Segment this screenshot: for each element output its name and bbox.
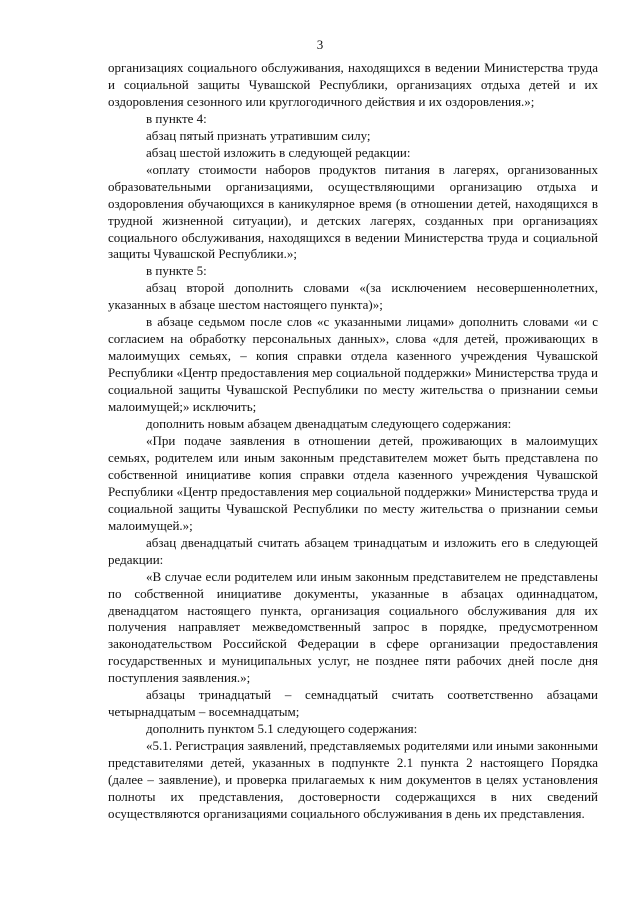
paragraph: дополнить пунктом 5.1 следующего содержания: <box>146 721 418 737</box>
paragraph: абзац пятый признать утратившим силу; <box>146 127 371 143</box>
document-body <box>108 60 598 823</box>
paragraph: «В случае если родителем или иным законным представителем не представлены по собственной инициативе документы, указанные в абзацах одиннадцатом, двенадцатом настоящего пункта, организация социального обслуживания для их получения направляет межведомственный запрос в порядке, предусмотренном законодательством Российской Федерации в сфере организации предоставления государственных и муниципальных услуг, не позднее пяти рабочих дней после дня поступления заявления.»; <box>108 568 598 686</box>
paragraph: организациях социального обслуживания, находящихся в ведении Министерства труда и социальной защиты Чувашской Республики, организациях отдыха детей и их оздоровления сезонного или круглогодичного действия и их оздоровления.»; <box>108 60 598 109</box>
paragraph: «При подаче заявления в отношении детей, проживающих в малоимущих семьях, родителем или иным законным представителем может быть представлена по собственной инициативе копия справки отдела казенного учреждения Чувашской Республики «Центр предоставления мер социальной поддержки» Министерства труда и социальной защиты Чувашской Республики по месту жительства о признании семьи малоимущей.»; <box>108 432 598 533</box>
paragraph: в пункте 5: <box>146 263 207 279</box>
paragraph: абзац второй дополнить словами «(за исключением несовершеннолетних, указанных в абзаце шестом настоящего пункта)»; <box>108 280 598 313</box>
paragraph: абзац двенадцатый считать абзацем тринадцатым и изложить его в следующей редакции: <box>108 534 598 567</box>
paragraph: дополнить новым абзацем двенадцатым следующего содержания: <box>146 416 512 432</box>
page-number: 3 <box>316 37 324 52</box>
paragraph: в абзаце седьмом после слов «с указанными лицами» дополнить словами «и с согласием на обработку персональных данных», слова «для детей, проживающих в малоимущих семьях, – копия справки отдела казенного учреждения Чувашской Республики «Центр предоставления мер социальной поддержки» Министерства труда и социальной защиты Чувашской Республики по месту жительства о признании семьи малоимущей;» исключить; <box>108 314 598 415</box>
paragraph: «5.1. Регистрация заявлений, представляемых родителями или иными законными представителями детей, указанных в подпункте 2.1 пункта 2 настоящего Порядка (далее – заявление), и проверка прилагаемых к ним документов в целях установления полноты их представления, достоверности содержащихся в них сведений осуществляются организациями социального обслуживания в день их представления. <box>108 738 599 821</box>
paragraph: «оплату стоимости наборов продуктов питания в лагерях, организованных образовательными организациями, осуществляющими организацию отдыха и оздоровления обучающихся в каникулярное время (в отношении детей, находящихся в трудной жизненной ситуации), и детских лагерях, созданных при организациях социального обслуживания, находящихся в ведении Министерства труда и социальной защиты Чувашской Республики.»; <box>108 161 598 262</box>
paragraph: абзац шестой изложить в следующей редакции: <box>146 144 411 160</box>
paragraph: в пункте 4: <box>146 110 207 126</box>
paragraph: абзацы тринадцатый – семнадцатый считать соответственно абзацами четырнадцатым – восемнадцатым; <box>108 687 598 720</box>
